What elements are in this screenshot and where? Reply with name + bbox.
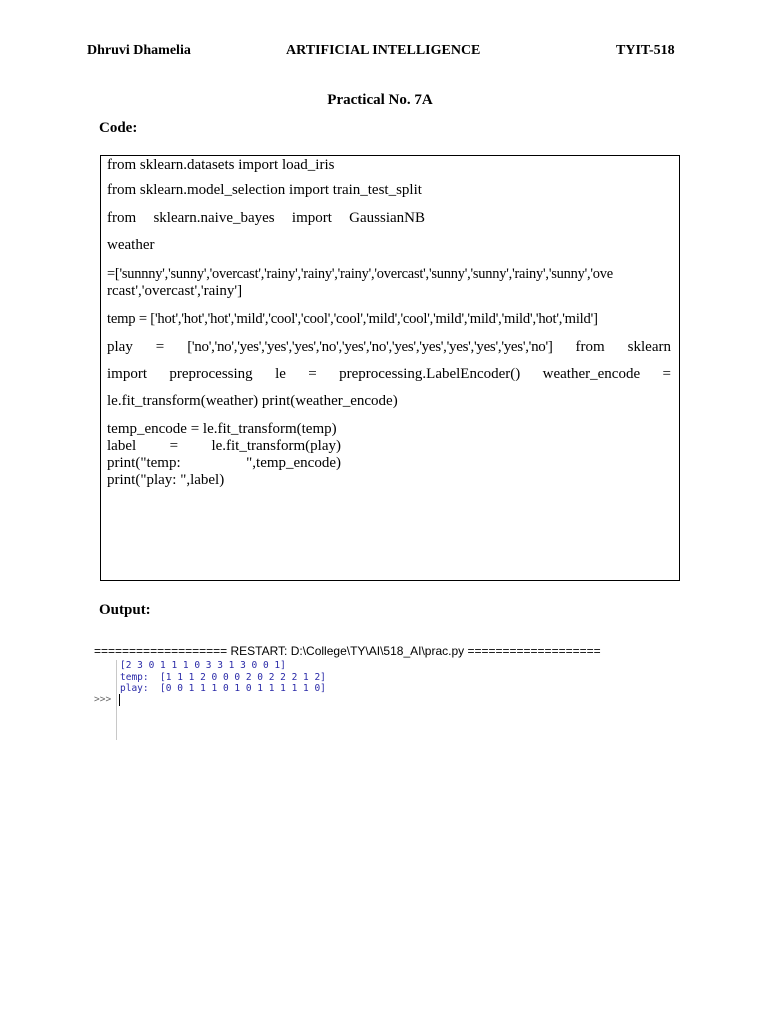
code-token: ",temp_encode) bbox=[246, 455, 341, 471]
code-token: label bbox=[107, 438, 137, 454]
code-token: = bbox=[169, 438, 179, 454]
code-line-14: print("play: ",label) bbox=[107, 472, 225, 488]
code-token: print("temp: bbox=[107, 455, 181, 471]
header-author: Dhruvi Dhamelia bbox=[87, 43, 191, 58]
code-token: sklearn bbox=[627, 339, 671, 355]
code-box bbox=[100, 155, 680, 581]
text-cursor bbox=[119, 694, 120, 706]
code-token: sklearn.naive_bayes bbox=[153, 210, 275, 226]
code-token: = bbox=[308, 366, 317, 382]
code-line-7: temp = ['hot','hot','hot','mild','cool','cool','cool','mild','cool','mild','mild','mild','hot','mild'] bbox=[107, 311, 598, 327]
output-label: Output: bbox=[99, 602, 151, 618]
code-token: ['no','no','yes','yes','yes','no','yes','no','yes','yes','yes','yes','yes','no'] bbox=[187, 339, 553, 355]
header-course-code: TYIT-518 bbox=[616, 43, 675, 58]
code-token: le bbox=[275, 366, 286, 382]
shell-prompt: >>> bbox=[94, 694, 112, 705]
output-line-weather: [2 3 0 1 1 1 0 3 3 1 3 0 0 1] bbox=[120, 660, 286, 671]
code-token: preprocessing.LabelEncoder() bbox=[339, 366, 521, 382]
code-line-13 bbox=[107, 455, 341, 472]
code-token: import bbox=[107, 366, 147, 382]
code-line-8 bbox=[107, 339, 671, 356]
code-token: le.fit_transform(play) bbox=[211, 438, 341, 454]
code-line-9 bbox=[107, 366, 671, 383]
code-token: = bbox=[155, 339, 165, 355]
output-line-play: play: [0 0 1 1 1 0 1 0 1 1 1 1 1 0] bbox=[120, 683, 326, 694]
code-line-12 bbox=[107, 438, 341, 455]
code-token: GaussianNB bbox=[349, 210, 425, 226]
shell-output bbox=[120, 660, 326, 695]
header-subject: ARTIFICIAL INTELLIGENCE bbox=[286, 43, 481, 58]
code-line-2: from sklearn.model_selection import train_test_split bbox=[107, 182, 422, 198]
output-line-temp: temp: [1 1 1 2 0 0 0 2 0 2 2 2 1 2] bbox=[120, 671, 326, 683]
code-line-5: =['sunnny','sunny','overcast','rainy','rainy','rainy','overcast','sunny','sunny','rainy','sunny','ove bbox=[107, 266, 613, 282]
code-line-6: rcast','overcast','rainy'] bbox=[107, 283, 243, 299]
code-token: import bbox=[291, 210, 332, 226]
shell-gutter-line bbox=[116, 660, 117, 740]
code-line-1: from sklearn.datasets import load_iris bbox=[107, 157, 335, 173]
code-line-10: le.fit_transform(weather) print(weather_encode) bbox=[107, 393, 398, 409]
code-label: Code: bbox=[99, 120, 138, 136]
code-token: play bbox=[107, 339, 133, 355]
code-line-3 bbox=[107, 210, 425, 227]
code-line-4: weather bbox=[107, 237, 155, 253]
code-line-11: temp_encode = le.fit_transform(temp) bbox=[107, 421, 337, 437]
code-token: preprocessing bbox=[169, 366, 253, 382]
code-token: from bbox=[575, 339, 605, 355]
restart-banner: =================== RESTART: D:\College\TY\AI\518_AI\prac.py =================== bbox=[94, 644, 601, 658]
practical-title: Practical No. 7A bbox=[327, 92, 433, 108]
output-panel bbox=[94, 644, 634, 744]
code-token: = bbox=[662, 366, 671, 382]
code-token: weather_encode bbox=[542, 366, 641, 382]
code-token: from bbox=[107, 210, 137, 226]
